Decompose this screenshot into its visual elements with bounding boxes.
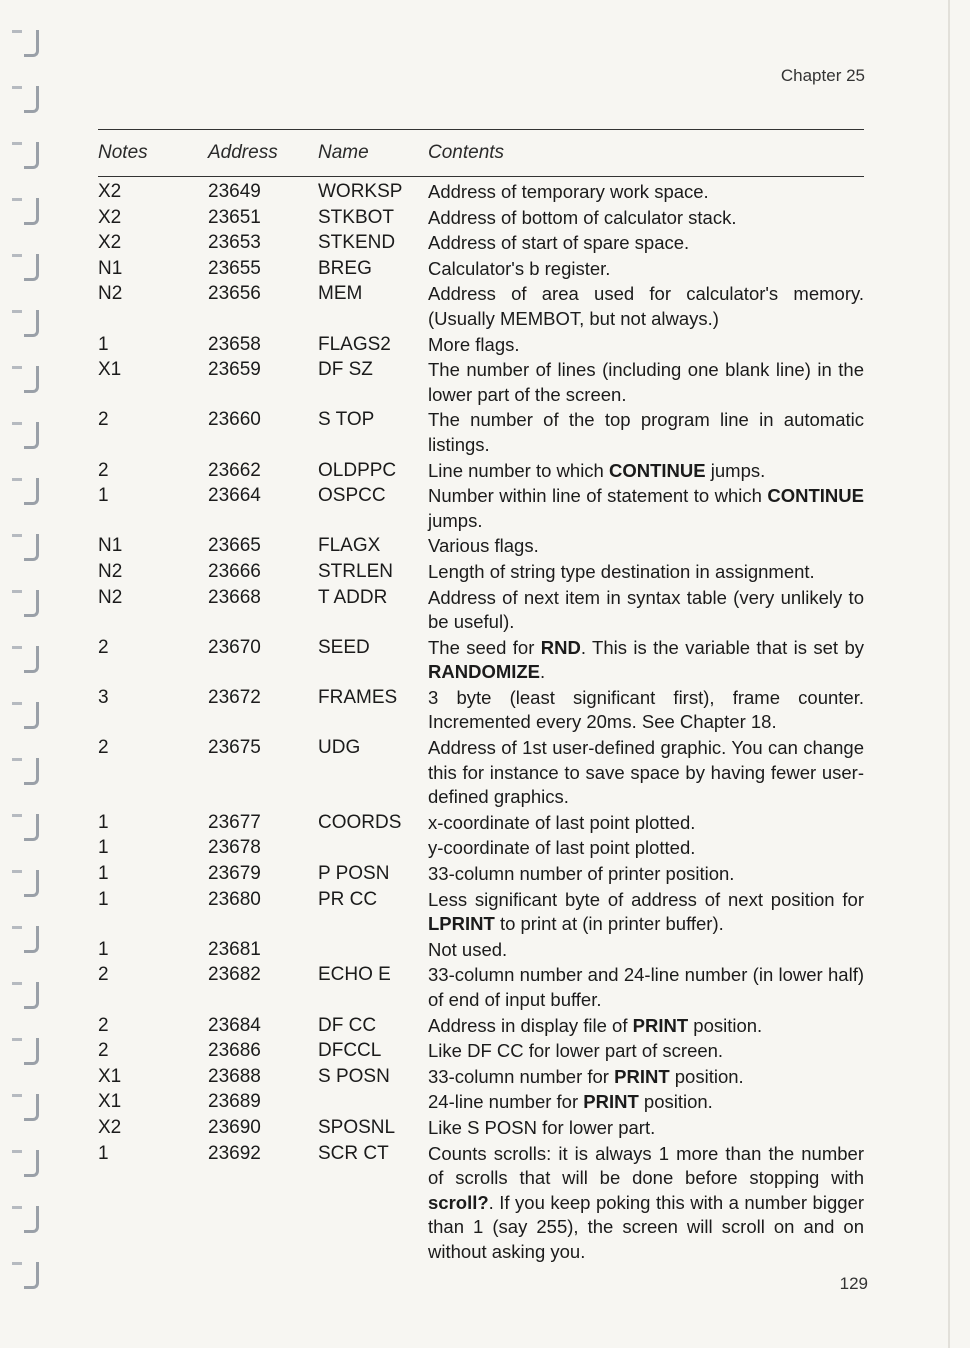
keyword-text: RND: [540, 636, 581, 658]
contents-text: . If you keep poking this with a number bigger than 1 (say 255), the screen will scroll on and on without asking you.: [428, 1191, 864, 1262]
contents-cell: [428, 1142, 864, 1265]
keyword-text: PRINT: [632, 1014, 689, 1036]
binding-ring: [10, 254, 44, 280]
contents-cell: [428, 1090, 864, 1115]
binding-ring: [10, 1150, 44, 1176]
table-row: [98, 333, 868, 358]
table-header-rule: [98, 176, 864, 177]
column-header-contents: Contents: [428, 142, 505, 163]
name-cell: S TOP: [318, 409, 375, 431]
name-cell: STRLEN: [318, 560, 393, 582]
notes-cell: 2: [98, 1014, 109, 1036]
binding-ring: [10, 422, 44, 448]
address-cell: 23682: [208, 964, 261, 986]
address-cell: 23677: [208, 811, 261, 833]
name-cell: DFCCL: [318, 1040, 382, 1062]
contents-text: y-coordinate of last point plotted.: [428, 837, 696, 859]
contents-cell: [428, 1039, 864, 1064]
notes-cell: 2: [98, 636, 109, 658]
contents-text: 33-column number of printer position.: [428, 863, 735, 885]
address-cell: 23681: [208, 938, 261, 960]
contents-text: position.: [638, 1091, 713, 1113]
address-cell: 23666: [208, 560, 261, 582]
address-cell: 23686: [208, 1040, 261, 1062]
address-cell: 23653: [208, 232, 261, 254]
binding-ring: [10, 198, 44, 224]
address-cell: 23649: [208, 181, 261, 202]
address-cell: 23658: [208, 333, 261, 355]
name-cell: ECHO E: [318, 964, 391, 986]
name-cell: OLDPPC: [318, 459, 397, 481]
name-cell: S POSN: [318, 1065, 390, 1087]
contents-text: position.: [688, 1014, 763, 1036]
contents-cell: [428, 1116, 864, 1141]
contents-text: x-coordinate of last point plotted.: [428, 811, 696, 833]
address-cell: 23690: [208, 1116, 261, 1138]
contents-text: position.: [669, 1065, 744, 1087]
keyword-text: CONTINUE: [767, 485, 864, 507]
address-cell: 23679: [208, 863, 261, 885]
table-row: [98, 862, 868, 887]
notes-cell: X1: [98, 359, 122, 381]
notes-cell: 1: [98, 837, 109, 859]
address-cell: 23660: [208, 409, 261, 431]
address-cell: 23688: [208, 1065, 261, 1087]
contents-text: Various flags.: [428, 535, 539, 557]
notes-cell: N2: [98, 586, 123, 608]
notes-cell: N2: [98, 283, 123, 305]
notes-cell: X2: [98, 206, 122, 228]
notes-cell: 2: [98, 964, 109, 986]
keyword-text: PRINT: [583, 1091, 639, 1113]
table-row: [98, 534, 868, 559]
contents-cell: [428, 560, 864, 585]
contents-cell: [428, 811, 864, 836]
notes-cell: X2: [98, 1116, 122, 1138]
name-cell: FLAGX: [318, 535, 381, 557]
table-row: [98, 1065, 868, 1090]
contents-text: Counts scrolls: it is always 1 more than the number of scrolls that will be done before stopping with: [428, 1142, 864, 1189]
page-edge: [948, 0, 950, 1348]
contents-text: 33-column number and 24-line number (in lower half) of end of input buffer.: [428, 964, 864, 1010]
notes-cell: N1: [98, 257, 123, 279]
binding-ring: [10, 590, 44, 616]
system-variables-table: [98, 180, 868, 1266]
table-row: [98, 811, 868, 836]
name-cell: OSPCC: [318, 485, 386, 507]
contents-cell: [428, 862, 864, 887]
binding-ring: [10, 1094, 44, 1120]
binding-ring: [10, 870, 44, 896]
contents-cell: [428, 686, 864, 735]
name-cell: UDG: [318, 737, 361, 759]
contents-text: The seed for: [428, 636, 541, 658]
keyword-text: RANDOMIZE: [428, 661, 541, 683]
name-cell: PR CC: [318, 888, 378, 910]
contents-text: 33-column number for: [428, 1065, 615, 1087]
notes-cell: X2: [98, 181, 122, 202]
contents-text: The number of the top program line in automatic listings.: [428, 409, 864, 455]
table-row: [98, 686, 868, 735]
binding-ring: [10, 30, 44, 56]
contents-cell: [428, 484, 864, 533]
notes-cell: N2: [98, 560, 123, 582]
column-header-address: Address: [208, 142, 278, 163]
binding-ring: [10, 702, 44, 728]
binding-ring: [10, 310, 44, 336]
contents-text: .: [540, 661, 546, 683]
contents-cell: [428, 206, 864, 231]
contents-cell: [428, 586, 864, 635]
table-row: [98, 180, 868, 205]
binding-ring: [10, 646, 44, 672]
binding-ring: [10, 478, 44, 504]
name-cell: SCR CT: [318, 1142, 389, 1164]
contents-cell: [428, 358, 864, 407]
table-row: [98, 1039, 868, 1064]
binding-ring: [10, 86, 44, 112]
name-cell: P POSN: [318, 863, 390, 885]
contents-cell: [428, 408, 864, 457]
binding-ring: [10, 142, 44, 168]
contents-cell: [428, 534, 864, 559]
contents-cell: [428, 836, 864, 861]
column-header-notes: Notes: [98, 142, 148, 163]
contents-text: 24-line number for: [428, 1091, 584, 1113]
notes-cell: 1: [98, 1142, 109, 1164]
name-cell: BREG: [318, 257, 372, 279]
contents-text: . This is the variable that is set by: [580, 636, 864, 658]
contents-text: jumps.: [705, 459, 766, 481]
contents-text: Address of start of spare space.: [428, 232, 690, 254]
contents-text: 3 byte (least significant first), frame counter. Incremented every 20ms. See Chapter 18.: [428, 686, 864, 733]
contents-text: More flags.: [428, 333, 520, 355]
keyword-text: CONTINUE: [609, 459, 706, 481]
address-cell: 23678: [208, 837, 261, 859]
contents-text: Like DF CC for lower part of screen.: [428, 1040, 724, 1062]
table-row: [98, 1142, 868, 1265]
address-cell: 23664: [208, 485, 261, 507]
address-cell: 23672: [208, 686, 261, 708]
contents-text: Address of 1st user-defined graphic. You can change this for instance to save space by having fewer user-defined graphics.: [428, 737, 864, 808]
table-row: [98, 963, 868, 1012]
table-row: [98, 836, 868, 861]
contents-cell: [428, 1014, 864, 1039]
notes-cell: 1: [98, 811, 109, 833]
contents-text: Address of next item in syntax table (very unlikely to be useful).: [428, 586, 864, 633]
name-cell: FRAMES: [318, 686, 398, 708]
contents-cell: [428, 180, 864, 205]
table-row: [98, 586, 868, 635]
address-cell: 23689: [208, 1091, 261, 1113]
name-cell: DF SZ: [318, 359, 373, 381]
contents-cell: [428, 963, 864, 1012]
keyword-text: LPRINT: [428, 913, 495, 935]
notes-cell: 2: [98, 737, 109, 759]
table-row: [98, 636, 868, 685]
name-cell: T ADDR: [318, 586, 388, 608]
table-row: [98, 560, 868, 585]
contents-cell: [428, 282, 864, 331]
notes-cell: 1: [98, 938, 109, 960]
contents-text: Line number to which: [428, 459, 609, 481]
address-cell: 23684: [208, 1014, 261, 1036]
contents-text: Number within line of statement to which: [428, 485, 768, 507]
contents-cell: [428, 938, 864, 963]
contents-text: Address of temporary work space.: [428, 181, 709, 202]
name-cell: MEM: [318, 283, 363, 305]
binding-ring: [10, 758, 44, 784]
contents-cell: [428, 736, 864, 810]
name-cell: DF CC: [318, 1014, 377, 1036]
table-row: [98, 206, 868, 231]
contents-cell: [428, 636, 864, 685]
table-row: [98, 408, 868, 457]
contents-text: Like S POSN for lower part.: [428, 1116, 656, 1138]
name-cell: COORDS: [318, 811, 402, 833]
name-cell: FLAGS2: [318, 333, 391, 355]
contents-cell: [428, 333, 864, 358]
notes-cell: 1: [98, 863, 109, 885]
name-cell: SPOSNL: [318, 1116, 396, 1138]
notes-cell: 2: [98, 1040, 109, 1062]
table-row: [98, 484, 868, 533]
address-cell: 23659: [208, 359, 261, 381]
binding-ring: [10, 366, 44, 392]
notes-cell: 2: [98, 409, 109, 431]
address-cell: 23668: [208, 586, 261, 608]
address-cell: 23692: [208, 1142, 261, 1164]
contents-text: Address in display file of: [428, 1014, 633, 1036]
table-row: [98, 736, 868, 810]
contents-text: Not used.: [428, 938, 508, 960]
keyword-text: scroll?: [428, 1191, 489, 1213]
notes-cell: X1: [98, 1065, 122, 1087]
table-row: [98, 257, 868, 282]
binding-ring: [10, 814, 44, 840]
address-cell: 23675: [208, 737, 261, 759]
contents-text: Length of string type destination in assignment.: [428, 560, 815, 582]
address-cell: 23665: [208, 535, 261, 557]
page-number: 129: [839, 1274, 868, 1293]
address-cell: 23655: [208, 257, 261, 279]
contents-text: to print at (in printer buffer).: [494, 913, 724, 935]
table-row: [98, 938, 868, 963]
contents-text: The number of lines (including one blank line) in the lower part of the screen.: [428, 359, 864, 405]
table-row: [98, 1014, 868, 1039]
name-cell: STKEND: [318, 232, 396, 254]
binding-ring: [10, 1206, 44, 1232]
address-cell: 23656: [208, 283, 261, 305]
notes-cell: 3: [98, 686, 109, 708]
table-row: [98, 888, 868, 937]
chapter-heading: Chapter 25: [780, 66, 865, 85]
contents-cell: [428, 257, 864, 282]
name-cell: STKBOT: [318, 206, 395, 228]
table-row: [98, 231, 868, 256]
notes-cell: 2: [98, 459, 109, 481]
contents-text: jumps.: [428, 509, 483, 531]
contents-text: Less significant byte of address of next position for: [428, 888, 864, 910]
table-top-rule: [98, 129, 864, 130]
notes-cell: N1: [98, 535, 123, 557]
contents-cell: [428, 459, 864, 484]
contents-text: Calculator's b register.: [428, 257, 611, 279]
contents-text: Address of area used for calculator's memory. (Usually MEMBOT, but not always.): [428, 283, 864, 329]
notes-cell: X1: [98, 1091, 122, 1113]
table-row: [98, 1090, 868, 1115]
notes-cell: 1: [98, 333, 109, 355]
address-cell: 23680: [208, 888, 261, 910]
binding-ring: [10, 534, 44, 560]
address-cell: 23670: [208, 636, 261, 658]
binding-ring: [10, 1038, 44, 1064]
keyword-text: PRINT: [614, 1065, 670, 1087]
binding-ring: [10, 1262, 44, 1288]
contents-text: Address of bottom of calculator stack.: [428, 206, 737, 228]
contents-cell: [428, 231, 864, 256]
table-row: [98, 1116, 868, 1141]
notes-cell: 1: [98, 888, 109, 910]
contents-cell: [428, 1065, 864, 1090]
notes-cell: 1: [98, 485, 109, 507]
table-row: [98, 282, 868, 331]
address-cell: 23662: [208, 459, 261, 481]
notes-cell: X2: [98, 232, 122, 254]
spiral-binding: [0, 0, 60, 1348]
address-cell: 23651: [208, 206, 261, 228]
contents-cell: [428, 888, 864, 937]
column-header-name: Name: [318, 142, 369, 163]
name-cell: SEED: [318, 636, 370, 658]
table-row: [98, 358, 868, 407]
binding-ring: [10, 926, 44, 952]
name-cell: WORKSP: [318, 181, 403, 202]
table-row: [98, 459, 868, 484]
binding-ring: [10, 982, 44, 1008]
